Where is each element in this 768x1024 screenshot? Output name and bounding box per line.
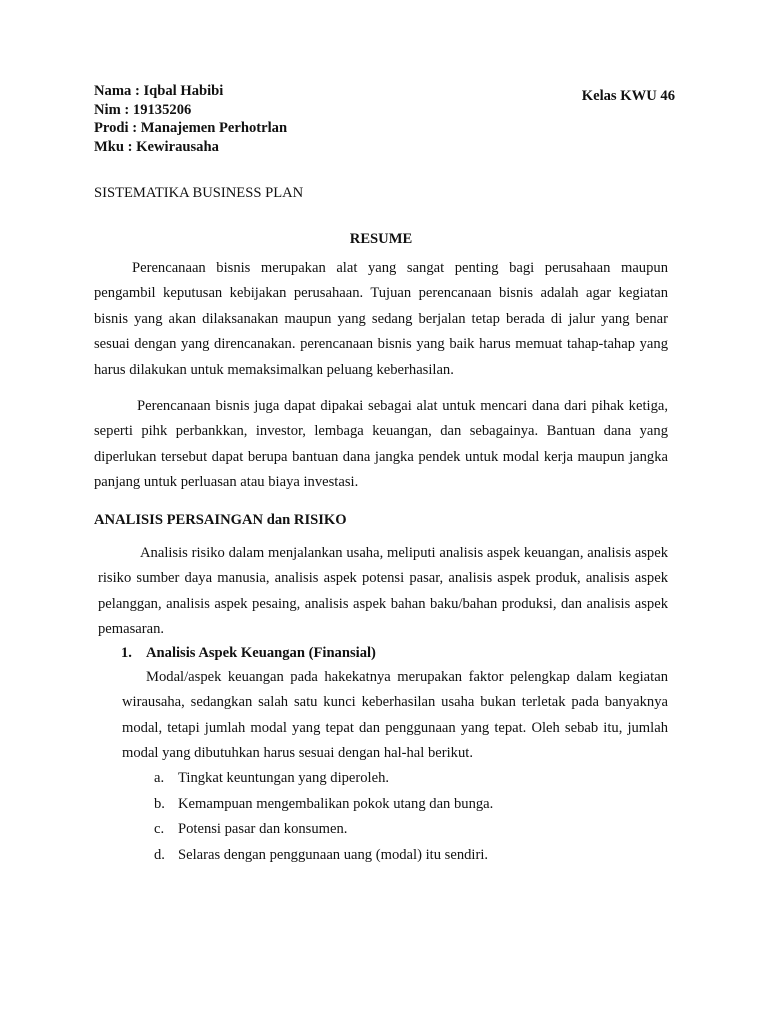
student-prodi: Prodi : Manajemen Perhotrlan [94,120,288,136]
class-label: Kelas KWU 46 [581,88,675,104]
resume-paragraph-2: Perencanaan bisnis juga dapat dipakai sebagai alat untuk mencari dana dari pihak ketiga, seperti pihk perbankkan, investor, lembaga keuangan, dan sebagainya. Bantuan dana yang diperlukan tersebut dapat berupa bantuan dana jangka pendek untuk modal kerja maupun jangka panjang untuk perluasan atau biaya investasi. [94,398,668,491]
student-name: Nama : Iqbal Habibi [94,83,224,99]
list-item-marker: d. [154,847,165,863]
document-title: SISTEMATIKA BUSINESS PLAN [94,185,304,201]
list-item-text: Potensi pasar dan konsumen. [178,821,348,837]
list-item-marker: a. [154,770,165,786]
analysis-heading: ANALISIS PERSAINGAN dan RISIKO [94,512,347,528]
section-1-number: 1. [121,645,132,661]
resume-paragraph-1: Perencanaan bisnis merupakan alat yang sangat penting bagi perusahaan maupun pengambil keputusan kebijakan perusahaan. Tujuan perencanaan bisnis adalah agar kegiatan bisnis yang akan dilaksanakan maupun yang sedang berjalan tetap berada di jalur yang benar sesuai dengan yang direncanakan. perencanaan bisnis yang baik harus memuat tahap-tahap yang harus dilakukan untuk memaksimalkan peluang keberhasilan. [94,260,668,378]
student-mku: Mku : Kewirausaha [94,138,219,155]
list-item-text: Kemampuan mengembalikan pokok utang dan bunga. [178,796,494,812]
section-1-body: Modal/aspek keuangan pada hakekatnya merupakan faktor pelengkap dalam kegiatan wirausaha, sedangkan salah satu kunci keberhasilan usaha bukan terletak pada banyaknya modal, tetapi jumlah modal yang tepat dan penggunaan yang tepat. Oleh sebab itu, jumlah modal yang dibutuhkan harus sesuai dengan hal-hal berikut. [122,669,668,762]
list-item-marker: c. [154,821,165,837]
list-item-text: Selaras dengan penggunaan uang (modal) itu sendiri. [178,847,489,863]
resume-heading: RESUME [349,231,413,247]
list-item-text: Tingkat keuntungan yang diperoleh. [178,770,390,786]
analysis-intro-paragraph: Analisis risiko dalam menjalankan usaha, meliputi analisis aspek keuangan, analisis aspek risiko sumber daya manusia, analisis aspek potensi pasar, analisis aspek produk, analisis aspek pelanggan, analisis aspek pesaing, analisis aspek bahan baku/bahan produksi, dan analisis aspek pemasaran. [98,545,668,638]
list-item-marker: b. [154,796,165,812]
section-1-title: Analisis Aspek Keuangan (Finansial) [146,645,376,661]
student-nim: Nim : 19135206 [94,101,192,118]
